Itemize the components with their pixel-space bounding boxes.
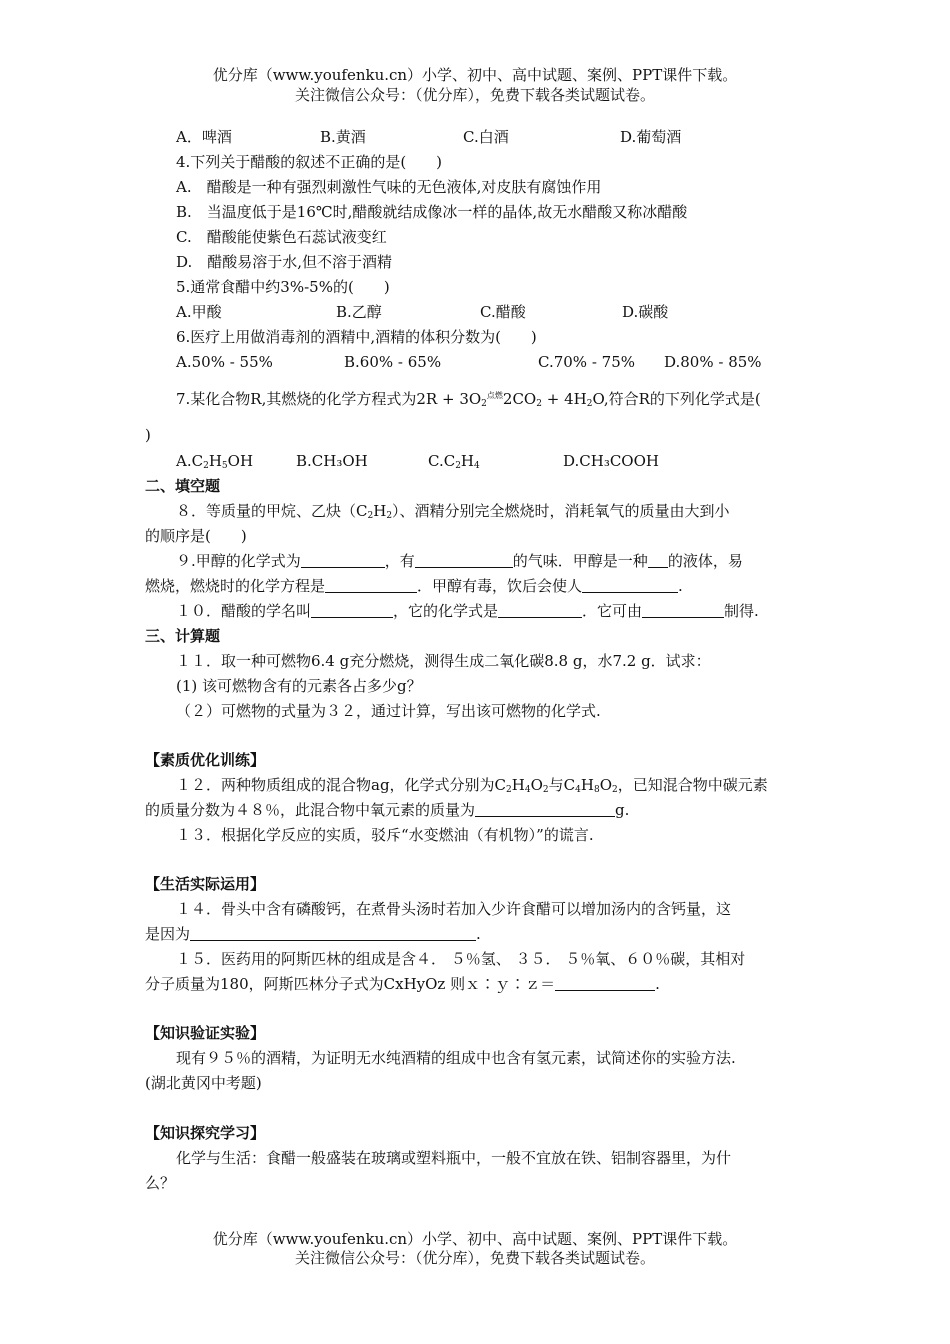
verify-line1: 现有９５％的酒精，为证明无水纯酒精的组成中也含有氢元素，试简述你的实验方法. xyxy=(176,1049,736,1067)
q6-stem: 6.医疗上用做消毒剂的酒精中,酒精的体积分数为( ) xyxy=(176,328,537,346)
q8-line2: 的顺序是( ) xyxy=(145,527,247,545)
q3-option-b: B.黄酒 xyxy=(320,128,366,146)
q3-option-a: A．啤酒 xyxy=(176,128,232,146)
site-header-line1: 优分库（www.youfenku.cn）小学、初中、高中试题、案例、PPT课件下载。 xyxy=(212,66,738,84)
q6-option-a: A.50% - 55% xyxy=(176,353,273,371)
q14-line1: １４．骨头中含有磷酸钙，在煮骨头汤时若加入少许食醋可以增加汤内的含钙量，这 xyxy=(176,900,732,918)
q5-option-c: C.醋酸 xyxy=(480,303,526,321)
q10-line: １０．醋酸的学名叫 ，它的化学式是 ．它可由 制得. xyxy=(176,602,759,620)
q15-line2: 分子质量为180，阿斯匹林分子式为CxHyOz 则ｘ∶ｙ∶ｚ＝ . xyxy=(145,975,660,993)
q6-option-c: C.70% - 75% xyxy=(538,353,635,371)
q3-option-c: C.白酒 xyxy=(463,128,509,146)
blank[interactable] xyxy=(498,601,582,618)
section-calc-title: 三、计算题 xyxy=(145,627,221,645)
q4-option-d: D. 醋酸易溶于水,但不溶于酒精 xyxy=(176,253,393,271)
q5-stem: 5.通常食醋中约3%-5%的( ) xyxy=(176,278,390,296)
q12-line1: １２．两种物质组成的混合物ag，化学式分别为$C_2H_4O_2$与$C_4H_8O_2$，已知混合物中碳元素 xyxy=(176,776,768,795)
blank[interactable] xyxy=(190,924,476,941)
q9-line1: ９.甲醇的化学式为 ，有 的气味．甲醇是一种 的液体，易 xyxy=(176,552,743,570)
blank[interactable] xyxy=(311,601,393,618)
q11-part1: (1) 该可燃物含有的元素各占多少g？ xyxy=(176,677,422,695)
q11-stem: １１．取一种可燃物6.4 g充分燃烧，测得生成二氧化碳8.8 g，水7.2 g．试求： xyxy=(176,652,711,670)
q4-option-a: A. 醋酸是一种有强烈刺激性气味的无色液体,对皮肤有腐蚀作用 xyxy=(176,178,602,196)
q11-part2: （２）可燃物的式量为３２，通过计算，写出该可燃物的化学式. xyxy=(176,702,601,720)
q13-stem: １３．根据化学反应的实质，驳斥“水变燃油（有机物）”的谎言. xyxy=(176,826,594,844)
blank[interactable] xyxy=(582,576,678,593)
q3-option-d: D.葡萄酒 xyxy=(620,128,682,146)
blank[interactable] xyxy=(475,800,615,817)
q8-line1: ８．等质量的甲烷、乙炔$(C_2H_2)$、酒精分别完全燃烧时，消耗氧气的质量由大到小 xyxy=(176,502,730,521)
q4-option-b: B. 当温度低于是16℃时,醋酸就结成像冰一样的晶体,故无水醋酸又称冰醋酸 xyxy=(176,203,688,221)
q5-option-d: D.碳酸 xyxy=(622,303,669,321)
site-footer-line2: 关注微信公众号：（优分库），免费下载各类试题试卷。 xyxy=(294,1249,655,1267)
q7-option-d: D.CH₃COOH xyxy=(563,452,659,470)
q7-stem: 7.某化合物R,其燃烧的化学方程式为$2R + 3O_2^{点燃}2CO_2 + 4H_2O$,符合R的下列化学式是( xyxy=(176,390,761,409)
section-explore-title: 【知识探究学习】 xyxy=(145,1124,266,1142)
explore-line2: 么？ xyxy=(145,1174,176,1192)
q5-option-b: B.乙醇 xyxy=(336,303,382,321)
q12-line2: 的质量分数为４８％，此混合物中氧元素的质量为 g. xyxy=(145,801,630,819)
reaction-condition: 点燃 xyxy=(486,391,503,400)
blank[interactable] xyxy=(301,551,385,568)
q7-option-c: $C.C_2H_4$ xyxy=(428,452,480,471)
q7-stem-close: ) xyxy=(145,426,151,444)
q15-line1: １５．医药用的阿斯匹林的组成是含４． ５％氢、 ３５． ５％氧、６０％碳，其相对 xyxy=(176,950,746,968)
q4-stem: 4.下列关于醋酸的叙述不正确的是( ) xyxy=(176,153,443,171)
blank[interactable] xyxy=(648,551,668,568)
blank[interactable] xyxy=(325,576,417,593)
blank[interactable] xyxy=(415,551,513,568)
site-header-line2: 关注微信公众号：（优分库），免费下载各类试题试卷。 xyxy=(294,86,655,104)
q6-option-b: B.60% - 65% xyxy=(344,353,442,371)
section-verify-title: 【知识验证实验】 xyxy=(145,1024,266,1042)
q14-line2: 是因为 . xyxy=(145,925,481,943)
blank[interactable] xyxy=(555,974,655,991)
q7-option-a: $A.C_2H_5OH$ xyxy=(176,452,254,471)
q5-option-a: A.甲酸 xyxy=(176,303,222,321)
explore-line1: 化学与生活：食醋一般盛装在玻璃或塑料瓶中，一般不宜放在铁、铝制容器里，为什 xyxy=(176,1149,732,1167)
verify-line2: (湖北黄冈中考题) xyxy=(145,1074,262,1092)
q6-option-d: D.80% - 85% xyxy=(664,353,762,371)
section-suzhi-title: 【素质优化训练】 xyxy=(145,751,266,769)
q7-option-b: B.CH₃OH xyxy=(296,452,368,470)
blank[interactable] xyxy=(642,601,724,618)
q4-option-c: C. 醋酸能使紫色石蕊试液变红 xyxy=(176,228,387,246)
site-footer-line1: 优分库（www.youfenku.cn）小学、初中、高中试题、案例、PPT课件下载。 xyxy=(212,1230,738,1248)
section-life-title: 【生活实际运用】 xyxy=(145,875,266,893)
section-fill-in-title: 二、填空题 xyxy=(145,477,221,495)
q9-line2: 燃烧，燃烧时的化学方程是 ．甲醇有毒，饮后会使人 . xyxy=(145,577,683,595)
